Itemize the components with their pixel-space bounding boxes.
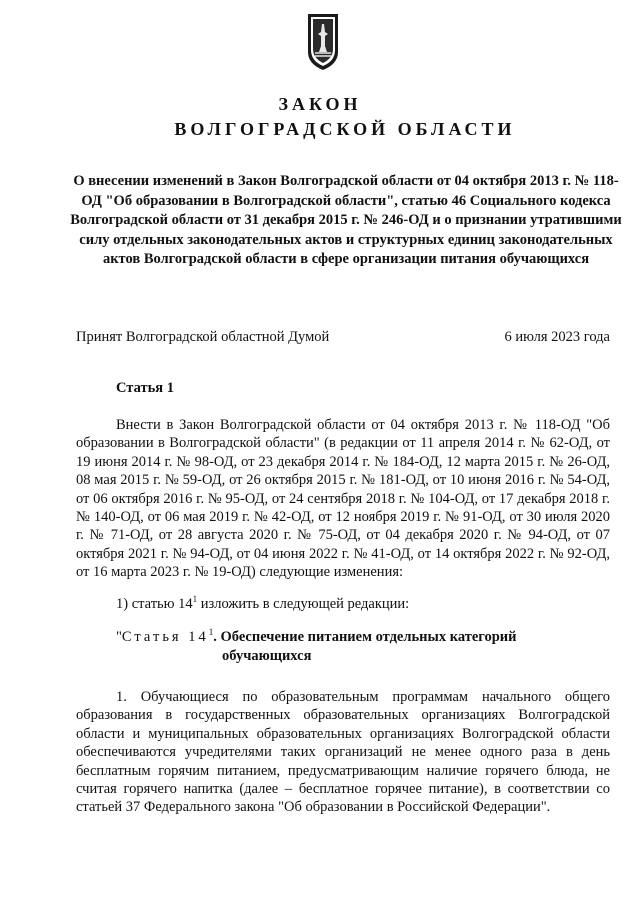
article-14-1-superscript: 1 <box>208 627 214 638</box>
article-1-text: Внести в Закон Волгоградской области от 04 октября 2013 г. № 118-ОД "Об образовании в Волгоградской области" (в редакции от 11 апреля 2014 г. № 62-ОД, от 19 июня 2014 г. № 98-ОД, от 23 декабря 2014 г. № 184-ОД, 12 марта 2015 г. № 26-ОД, 08 мая 2015 г. № 59-ОД, от 26 октября 2015 г. № 181-ОД, от 10 июня 2016 г. № 54-ОД, от 06 октября 2016 г. № 95-ОД, от 24 сентября 2018 г. № 104-ОД, от 17 декабря 2018 г. № 140-ОД, от 06 мая 2019 г. № 42-ОД, от 12 ноября 2019 г. № 91-ОД, от 30 июля 2020 г. № 71-ОД, от 28 августа 2020 г. № 75-ОД, от 04 декабря 2020 г. № 94-ОД, от 07 октября 2021 г. № 94-ОД, от 04 июня 2022 г. № 41-ОД, от 14 октября 2022 г. № 92-ОД, от 16 марта 2023 г. № 19-ОД) следующие изменения: <box>76 417 610 581</box>
document-region-title: ВОЛГОГРАДСКОЙ ОБЛАСТИ <box>174 119 516 139</box>
article-14-1-heading <box>116 628 610 646</box>
article-14-1-title: . Обеспечение питанием отдельных категорий <box>213 629 517 645</box>
item-1-suffix: изложить в следующей редакции: <box>197 596 410 612</box>
adoption-date: 6 июля 2023 года <box>504 329 610 345</box>
article-1-item-1 <box>116 596 409 613</box>
article-1-heading: Статья 1 <box>116 380 174 396</box>
law-subject-heading: О внесении изменений в Закон Волгоградской области от 04 октября 2013 г. № 118-ОД "Об образовании в Волгоградской области", статью 46 Социального кодекса Волгоградской области от 31 декабря 2015 г. № 246-ОД и о признании утратившими силу отдельных законодательных актов и структурных единиц законодательных актов Волгоградской области в сфере организации питания обучающихся <box>70 173 622 267</box>
adopted-by: Принят Волгоградской областной Думой <box>76 329 330 345</box>
article-14-1-open-quote: " <box>116 629 122 645</box>
document-type-title: ЗАКОН <box>278 94 362 114</box>
item-1-superscript: 1 <box>192 594 198 605</box>
article-14-1-label: Статья 14 <box>121 629 209 645</box>
item-1-prefix: 1) статью 14 <box>116 596 193 612</box>
article-14-1-title-continued: обучающихся <box>222 648 312 664</box>
article-14-1-paragraph-1: 1. Обучающиеся по образовательным программам начального общего образования в государственных образовательных организациях Волгоградской области и муниципальных образовательных организациях Волгоградской области обеспечиваются учредителями таких организаций не менее одного раза в день бесплатным горячим питанием, предусматривающим наличие горячего блюда, не считая горячего напитка (далее – бесплатное горячее питание), в соответствии со статьей 37 Федерального закона "Об образовании в Российской Федерации". <box>76 689 610 816</box>
volgograd-coat-of-arms-icon <box>306 12 340 72</box>
